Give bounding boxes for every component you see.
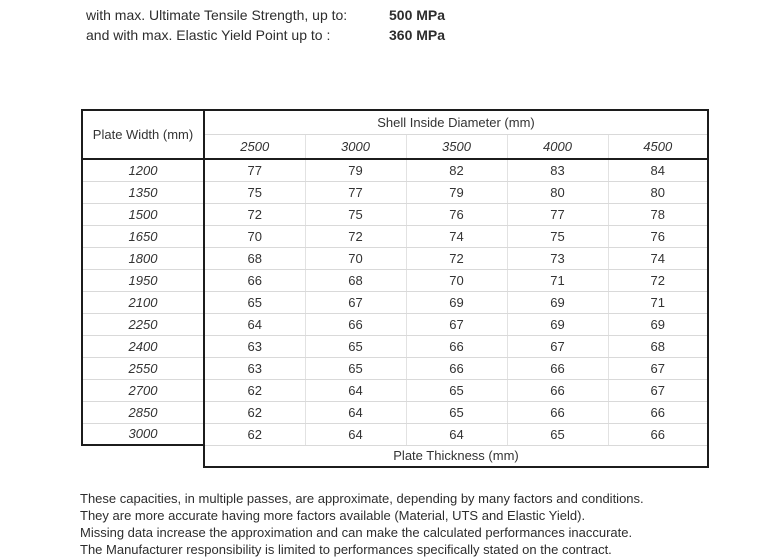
thickness-cell: 74 <box>406 225 507 247</box>
thickness-cell: 74 <box>608 247 708 269</box>
thickness-cell: 62 <box>204 423 305 445</box>
plate-width-cell: 1200 <box>82 159 204 181</box>
plate-width-cell: 3000 <box>82 423 204 445</box>
thickness-cell: 77 <box>507 203 608 225</box>
footnote-line: They are more accurate having more factors available (Material, UTS and Elastic Yield). <box>80 508 586 523</box>
table-row <box>82 269 708 291</box>
table-row <box>82 225 708 247</box>
uts-note-label: with max. Ultimate Tensile Strength, up to: <box>86 7 348 23</box>
thickness-cell: 82 <box>406 159 507 181</box>
thickness-cell: 67 <box>608 379 708 401</box>
thickness-cell: 72 <box>305 225 406 247</box>
thickness-cell: 67 <box>608 357 708 379</box>
table-row <box>82 203 708 225</box>
thickness-cell: 62 <box>204 379 305 401</box>
thickness-cell: 69 <box>608 313 708 335</box>
thickness-cell: 67 <box>406 313 507 335</box>
thickness-cell: 64 <box>406 423 507 445</box>
thickness-cell: 71 <box>608 291 708 313</box>
plate-width-cell: 2400 <box>82 335 204 357</box>
table-row <box>82 181 708 203</box>
footnote-line: The Manufacturer responsibility is limited to performances specifically stated on the contract. <box>80 542 612 557</box>
thickness-cell: 69 <box>406 291 507 313</box>
thickness-cell: 76 <box>608 225 708 247</box>
thickness-cell: 65 <box>406 401 507 423</box>
plate-width-cell: 2550 <box>82 357 204 379</box>
footnote-line: Missing data increase the approximation and can make the calculated performances inaccurate. <box>80 525 633 540</box>
plate-width-cell: 2850 <box>82 401 204 423</box>
thickness-cell: 72 <box>608 269 708 291</box>
plate-width-cell: 1800 <box>82 247 204 269</box>
footnote-line: These capacities, in multiple passes, are approximate, depending by many factors and conditions. <box>80 491 644 506</box>
plate-width-cell: 2250 <box>82 313 204 335</box>
plate-width-cell: 2100 <box>82 291 204 313</box>
table-row <box>82 423 708 445</box>
thickness-cell: 65 <box>305 357 406 379</box>
diameter-col-header: 2500 <box>204 134 305 159</box>
thickness-cell: 68 <box>608 335 708 357</box>
footnotes <box>80 490 644 558</box>
thickness-cell: 67 <box>305 291 406 313</box>
thickness-cell: 75 <box>507 225 608 247</box>
thickness-cell: 68 <box>204 247 305 269</box>
diameter-col-header: 4000 <box>507 134 608 159</box>
thickness-cell: 63 <box>204 357 305 379</box>
table-row <box>82 247 708 269</box>
thickness-cell: 66 <box>507 401 608 423</box>
thickness-cell: 73 <box>507 247 608 269</box>
diameter-col-header: 4500 <box>608 134 708 159</box>
yield-note-label: and with max. Elastic Yield Point up to : <box>86 27 331 43</box>
table-row <box>82 335 708 357</box>
plate-width-cell: 1950 <box>82 269 204 291</box>
thickness-cell: 64 <box>305 379 406 401</box>
thickness-cell: 63 <box>204 335 305 357</box>
plate-width-cell: 1350 <box>82 181 204 203</box>
thickness-cell: 64 <box>204 313 305 335</box>
thickness-cell: 79 <box>406 181 507 203</box>
table-row <box>82 159 708 181</box>
table-footer-row <box>82 445 708 467</box>
thickness-cell: 75 <box>204 181 305 203</box>
thickness-cell: 66 <box>608 401 708 423</box>
thickness-cell: 69 <box>507 291 608 313</box>
thickness-cell: 68 <box>305 269 406 291</box>
spec-notes <box>86 5 445 45</box>
table-body <box>82 159 708 445</box>
table-row <box>82 401 708 423</box>
plate-width-header: Plate Width (mm) <box>82 110 204 159</box>
table-header-row-1 <box>82 110 708 134</box>
thickness-cell: 64 <box>305 423 406 445</box>
uts-note-value: 500 MPa <box>389 7 446 23</box>
plate-width-cell: 1650 <box>82 225 204 247</box>
plate-thickness-table <box>81 109 709 468</box>
thickness-cell: 77 <box>305 181 406 203</box>
thickness-cell: 65 <box>204 291 305 313</box>
table-row <box>82 379 708 401</box>
diameter-col-header: 3500 <box>406 134 507 159</box>
thickness-cell: 65 <box>406 379 507 401</box>
thickness-cell: 72 <box>204 203 305 225</box>
yield-note-value: 360 MPa <box>389 27 446 43</box>
uts-note <box>86 5 445 25</box>
plate-thickness-footer: Plate Thickness (mm) <box>204 445 708 467</box>
thickness-cell: 70 <box>406 269 507 291</box>
thickness-cell: 66 <box>608 423 708 445</box>
thickness-cell: 72 <box>406 247 507 269</box>
yield-note <box>86 25 445 45</box>
shell-diameter-header: Shell Inside Diameter (mm) <box>204 110 708 134</box>
thickness-cell: 65 <box>507 423 608 445</box>
diameter-col-header: 3000 <box>305 134 406 159</box>
thickness-cell: 69 <box>507 313 608 335</box>
plate-width-cell: 1500 <box>82 203 204 225</box>
thickness-cell: 62 <box>204 401 305 423</box>
plate-width-cell: 2700 <box>82 379 204 401</box>
thickness-cell: 80 <box>608 181 708 203</box>
table-row <box>82 313 708 335</box>
thickness-cell: 75 <box>305 203 406 225</box>
thickness-cell: 80 <box>507 181 608 203</box>
thickness-cell: 66 <box>507 357 608 379</box>
footer-spacer-cell <box>82 445 204 467</box>
thickness-cell: 83 <box>507 159 608 181</box>
thickness-cell: 78 <box>608 203 708 225</box>
thickness-cell: 65 <box>305 335 406 357</box>
thickness-cell: 66 <box>507 379 608 401</box>
thickness-cell: 64 <box>305 401 406 423</box>
table-row <box>82 357 708 379</box>
thickness-cell: 84 <box>608 159 708 181</box>
thickness-cell: 77 <box>204 159 305 181</box>
thickness-cell: 79 <box>305 159 406 181</box>
thickness-cell: 66 <box>204 269 305 291</box>
thickness-cell: 70 <box>204 225 305 247</box>
thickness-cell: 66 <box>305 313 406 335</box>
thickness-cell: 66 <box>406 335 507 357</box>
thickness-cell: 67 <box>507 335 608 357</box>
thickness-cell: 70 <box>305 247 406 269</box>
thickness-cell: 66 <box>406 357 507 379</box>
thickness-cell: 76 <box>406 203 507 225</box>
thickness-cell: 71 <box>507 269 608 291</box>
table-row <box>82 291 708 313</box>
